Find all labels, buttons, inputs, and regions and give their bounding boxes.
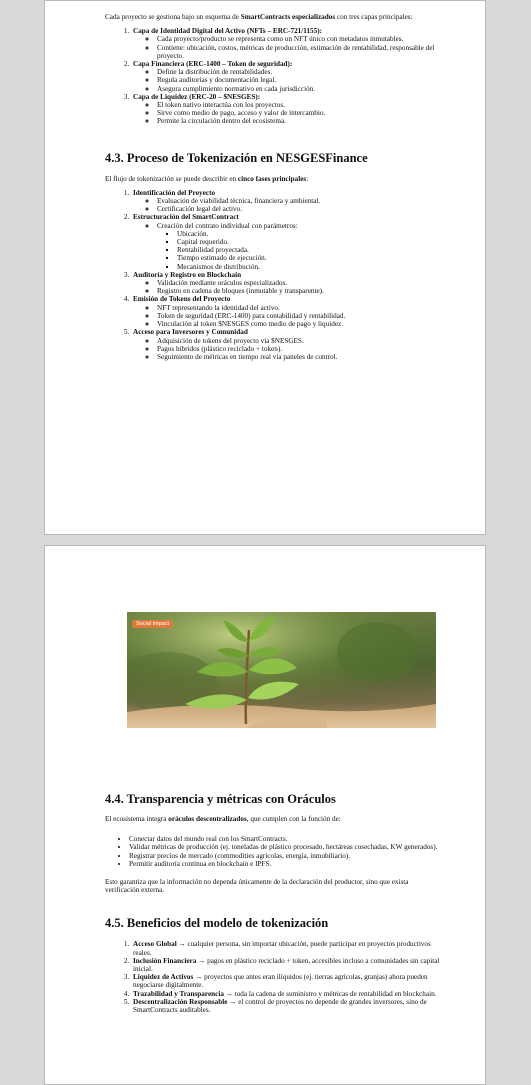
layer-item bbox=[131, 60, 441, 93]
benefit-text: → pagos en plástico reciclado + token, accesibles incluso a comunidades sin capital inicial. bbox=[133, 956, 440, 974]
benefit-text: → toda la cadena de suministro y métricas de rentabilidad en blockchain. bbox=[223, 989, 437, 998]
oracle-function-item: • Registrar precios de mercado (commodities agrícolas, energía, inmobiliario). bbox=[129, 852, 441, 860]
param-item: ▪ Rentabilidad proyectada. bbox=[177, 246, 441, 254]
oracle-text-end: , que cumplen con la función de: bbox=[246, 815, 341, 823]
social-impact-badge: Social Impact bbox=[132, 620, 173, 628]
layer-detail: ◦ Cada proyecto/producto se representa como un NFT único con metadatos inmutables. bbox=[157, 35, 441, 43]
oracle-function-item: • Validar métricas de producción (ej. toneladas de plástico procesado, hectáreas cosechadas, KW generados). bbox=[129, 843, 441, 851]
document-page-1 bbox=[44, 0, 486, 535]
oracle-paragraph bbox=[105, 815, 441, 823]
layer-detail: ◦ Asegura cumplimiento normativo en cada jurisdicción. bbox=[157, 85, 441, 93]
param-item: ▪ Capital requerido. bbox=[177, 238, 441, 246]
section-heading-4-4: 4.4. Transparencia y métricas con Oráculos bbox=[105, 792, 336, 806]
layer-detail: ◦ Permite la circulación dentro del ecosistema. bbox=[157, 117, 441, 125]
layer-item bbox=[131, 93, 441, 126]
benefit-title: Descentralización Responsable bbox=[133, 997, 228, 1006]
phase-detail: ◦ Pagos híbridos (plástico reciclado + token). bbox=[157, 345, 441, 353]
phase-detail: ◦ Registro en cadena de bloques (inmutable y transparente). bbox=[157, 287, 441, 295]
phase-detail: ◦ Token de seguridad (ERC-1400) para contabilidad y rentabilidad. bbox=[157, 312, 441, 320]
flow-paragraph bbox=[105, 175, 441, 183]
document-page-2 bbox=[44, 545, 486, 1085]
page-2-content bbox=[105, 546, 441, 1014]
layer-title: Capa de Liquidez (ERC-20 – $NESGES): bbox=[133, 92, 261, 101]
phase-title: Emisión de Tokens del Proyecto bbox=[133, 295, 231, 304]
phase-detail: ◦ NFT representando la identidad del activo. bbox=[157, 304, 441, 312]
layer-detail: ◦ Define la distribución de rentabilidades. bbox=[157, 68, 441, 76]
benefit-item bbox=[131, 990, 441, 998]
phase-detail-text: Creación del contrato individual con parámetros: bbox=[157, 221, 298, 230]
intro-text: Cada proyecto se gestiona bajo un esquema de bbox=[105, 13, 241, 21]
param-item: ▪ Tiempo estimado de ejecución. bbox=[177, 254, 441, 262]
layer-item bbox=[131, 27, 441, 60]
benefit-title: Inclusión Financiera bbox=[133, 956, 197, 965]
intro-bold: SmartContracts especializados bbox=[240, 13, 336, 21]
phase-item bbox=[131, 328, 441, 361]
oracle-bold: oráculos descentralizados bbox=[168, 815, 247, 823]
benefit-item bbox=[131, 998, 441, 1014]
flow-text: El flujo de tokenización se puede describir en bbox=[105, 174, 238, 183]
layer-detail: ◦ Contiene: ubicación, costos, métricas de producción, estimación de rentabilidad, responsable del proyecto. bbox=[157, 44, 441, 60]
benefit-text: → cualquier persona, sin importar ubicación, puede participar en proyectos productivos reales. bbox=[133, 940, 431, 957]
phase-item bbox=[131, 189, 441, 214]
phase-detail: ◦ Seguimiento de métricas en tiempo real vía paneles de control. bbox=[157, 353, 441, 361]
benefit-title: Liquidez de Activos bbox=[133, 973, 194, 982]
phase-item bbox=[131, 213, 441, 270]
phase-item bbox=[131, 271, 441, 296]
param-item: ▪ Ubicación. bbox=[177, 230, 441, 238]
layer-detail: ◦ Regula auditorías y documentación legal. bbox=[157, 76, 441, 84]
param-item: ▪ Mecanismos de distribución. bbox=[177, 263, 441, 271]
benefit-text: → el control de proyectos no depende de grandes inversores, sino de SmartContracts auditables. bbox=[133, 997, 427, 1015]
benefit-item bbox=[131, 957, 441, 973]
phase-detail: ◦ Certificación legal del activo. bbox=[157, 205, 441, 213]
layers-list bbox=[105, 27, 441, 125]
benefit-item bbox=[131, 973, 441, 989]
phase-detail: ◦ Evaluación de viabilidad técnica, financiera y ambiental. bbox=[157, 197, 441, 205]
oracle-function-item: • Conectar datos del mundo real con los SmartContracts. bbox=[129, 835, 441, 843]
section-heading-4-3: 4.3. Proceso de Tokenización en NESGESFinance bbox=[105, 150, 368, 165]
oracle-functions-list bbox=[105, 835, 441, 868]
flow-text-end: : bbox=[306, 174, 309, 183]
flow-bold: cinco fases principales bbox=[237, 174, 307, 183]
oracle-function-item: • Permitir auditoría continua en blockchain e IPFS. bbox=[129, 860, 441, 868]
layer-title: Capa de Identidad Digital del Activo (NFTs – ERC-721/1155): bbox=[133, 27, 323, 36]
phase-detail: ◦ Vinculación al token $NESGES como medio de pago y liquidez. bbox=[157, 320, 441, 328]
section-heading-4-5: 4.5. Beneficios del modelo de tokenización bbox=[105, 916, 329, 931]
page-1-content bbox=[105, 13, 441, 361]
layer-detail: ◦ Sirve como medio de pago, acceso y valor de intercambio. bbox=[157, 109, 441, 117]
phase-detail: ◦ Adquisición de tokens del proyecto vía $NESGES. bbox=[157, 337, 441, 345]
phase-item bbox=[131, 295, 441, 328]
benefits-list bbox=[105, 940, 441, 1014]
benefit-title: Trazabilidad y Transparencia bbox=[133, 989, 224, 998]
phase-title: Estructuración del SmartContract bbox=[133, 213, 239, 222]
layer-detail: ◦ El token nativo interactúa con los proyectos. bbox=[157, 101, 441, 109]
phase-title: Auditoría y Registro en Blockchain bbox=[133, 270, 242, 279]
phase-title: Acceso para Inversores y Comunidad bbox=[133, 328, 248, 337]
phase-detail bbox=[157, 222, 441, 271]
guarantee-paragraph: Esto garantiza que la información no dependa únicamente de la declaración del productor, sino que exista verificación externa. bbox=[105, 878, 409, 895]
layer-title: Capa Financiera (ERC-1400 – Token de seguridad): bbox=[133, 60, 293, 69]
intro-paragraph bbox=[105, 13, 441, 21]
intro-text-end: con tres capas principales: bbox=[335, 13, 413, 21]
phase-title: Identificación del Proyecto bbox=[133, 188, 216, 197]
phase-detail: ◦ Validación mediante oráculos especializados. bbox=[157, 279, 441, 287]
benefit-item bbox=[131, 940, 441, 956]
benefit-title: Acceso Global bbox=[133, 940, 177, 949]
benefit-text: → proyectos que antes eran ilíquidos (ej. tierras agrícolas, granjas) ahora pueden negociarse digitalmente. bbox=[133, 973, 428, 990]
oracle-text: El ecosistema integra bbox=[105, 815, 169, 823]
phases-list bbox=[105, 189, 441, 361]
